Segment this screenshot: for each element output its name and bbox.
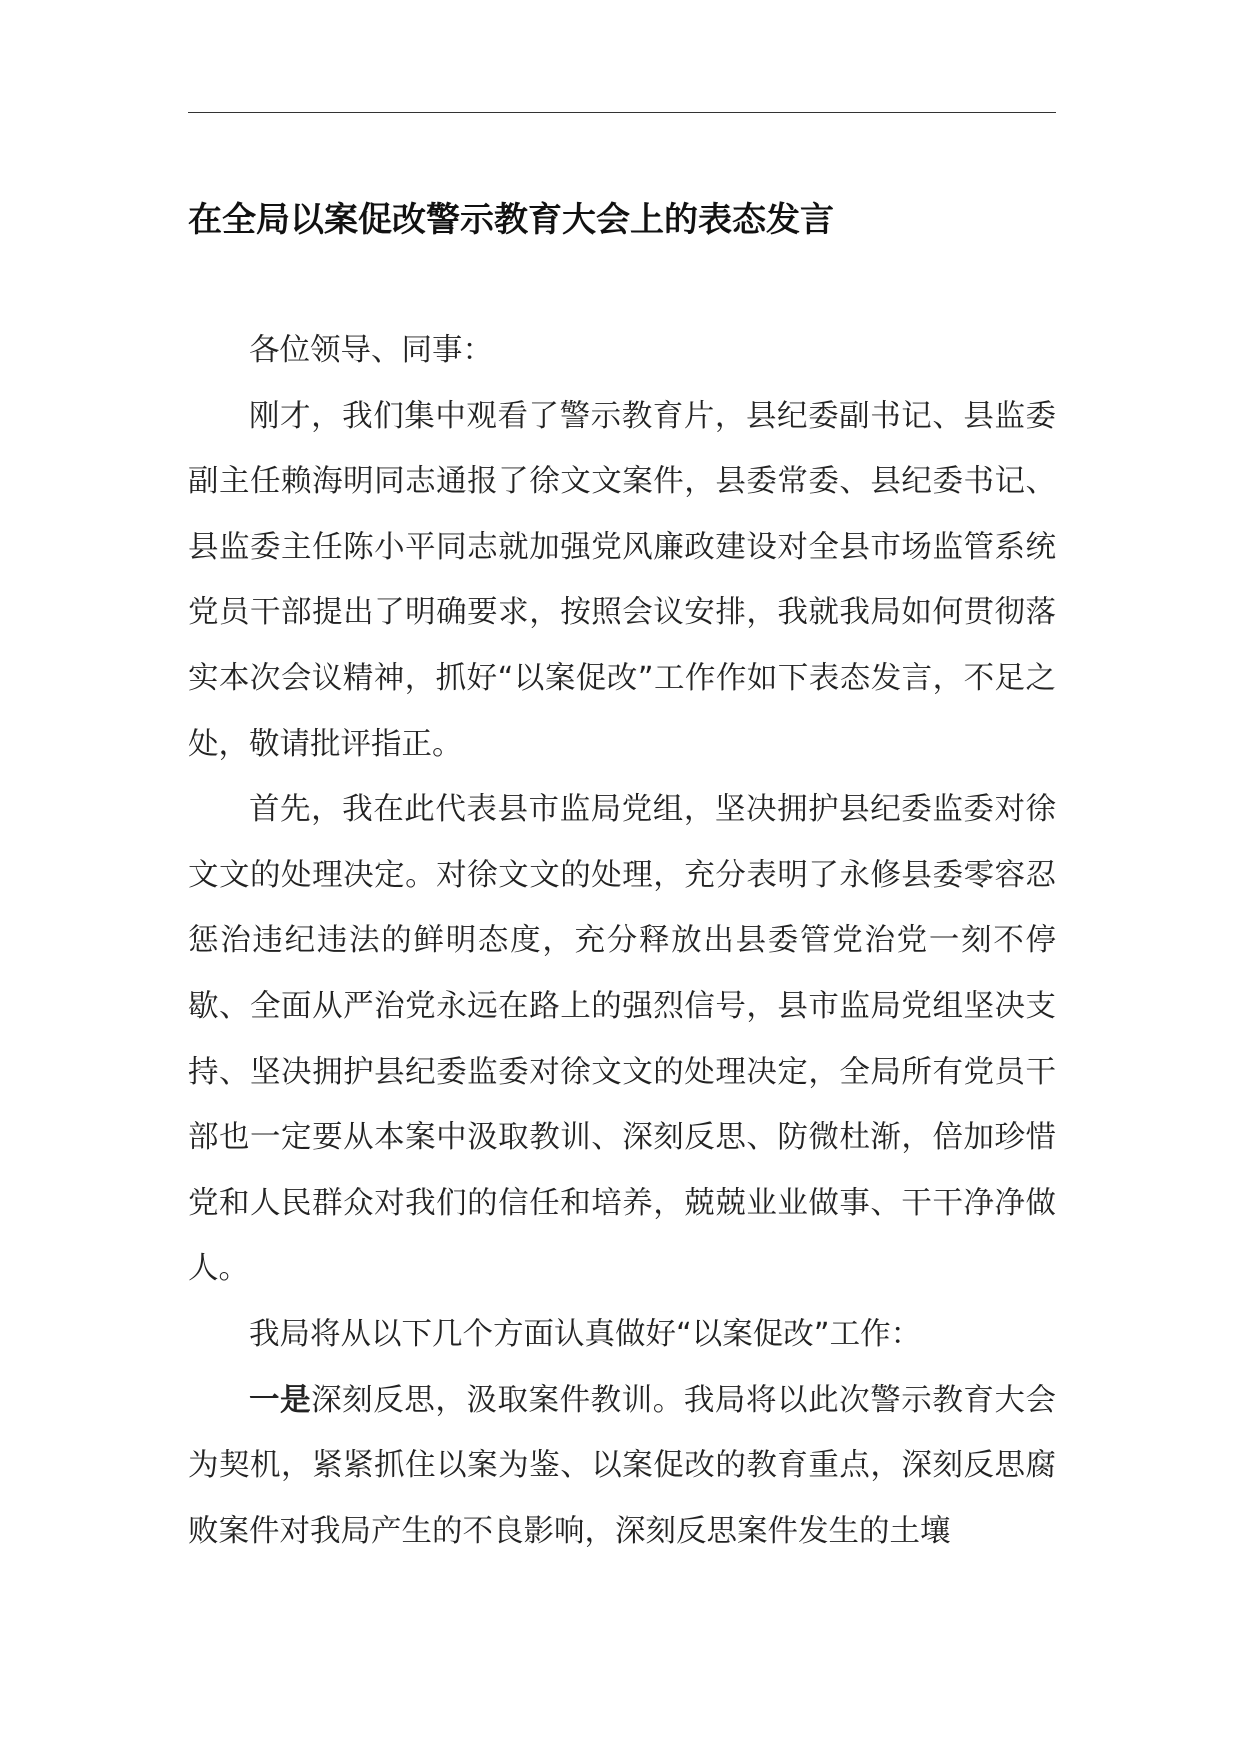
- paragraph-opening: 刚才，我们集中观看了警示教育片，县纪委副书记、县监委副主任赖海明同志通报了徐文文案件，县委常委、县纪委书记、县监委主任陈小平同志就加强党风廉政建设对全县市场监管系统党员干部提出了明确要求，按照会议安排，我就我局如何贯彻落实本次会议精神，抓好“以案促改”工作作如下表态发言，不足之处，敬请批评指正。: [188, 398, 1056, 762]
- document-body: [188, 318, 1056, 1564]
- point-one-text: 深刻反思，汲取案件教训。我局将以此次警示教育大会为契机，紧紧抓住以案为鉴、以案促改的教育重点，深刻反思腐败案件对我局产生的不良影响，深刻反思案件发生的土壤: [188, 1382, 1057, 1549]
- document-title: 在全局以案促改警示教育大会上的表态发言: [188, 200, 834, 240]
- paragraph-intro-points: 我局将从以下几个方面认真做好“以案促改”工作：: [249, 1316, 922, 1352]
- paragraph-point-one: [188, 1368, 1056, 1565]
- header-divider: [188, 112, 1056, 113]
- point-one-lead: 一是: [249, 1382, 312, 1418]
- salutation: 各位领导、同事：: [249, 333, 493, 368]
- paragraph-position: 首先，我在此代表县市监局党组，坚决拥护县纪委监委对徐文文的处理决定。对徐文文的处理，充分表明了永修县委零容忍惩治违纪违法的鲜明态度，充分释放出县委管党治党一刻不停歇、全面从严治党永远在路上的强烈信号，县市监局党组坚决支持、坚决拥护县纪委监委对徐文文的处理决定，全局所有党员干部也一定要从本案中汲取教训、深刻反思、防微杜渐，倍加珍惜党和人民群众对我们的信任和培养，兢兢业业做事、干干净净做人。: [188, 792, 1056, 1287]
